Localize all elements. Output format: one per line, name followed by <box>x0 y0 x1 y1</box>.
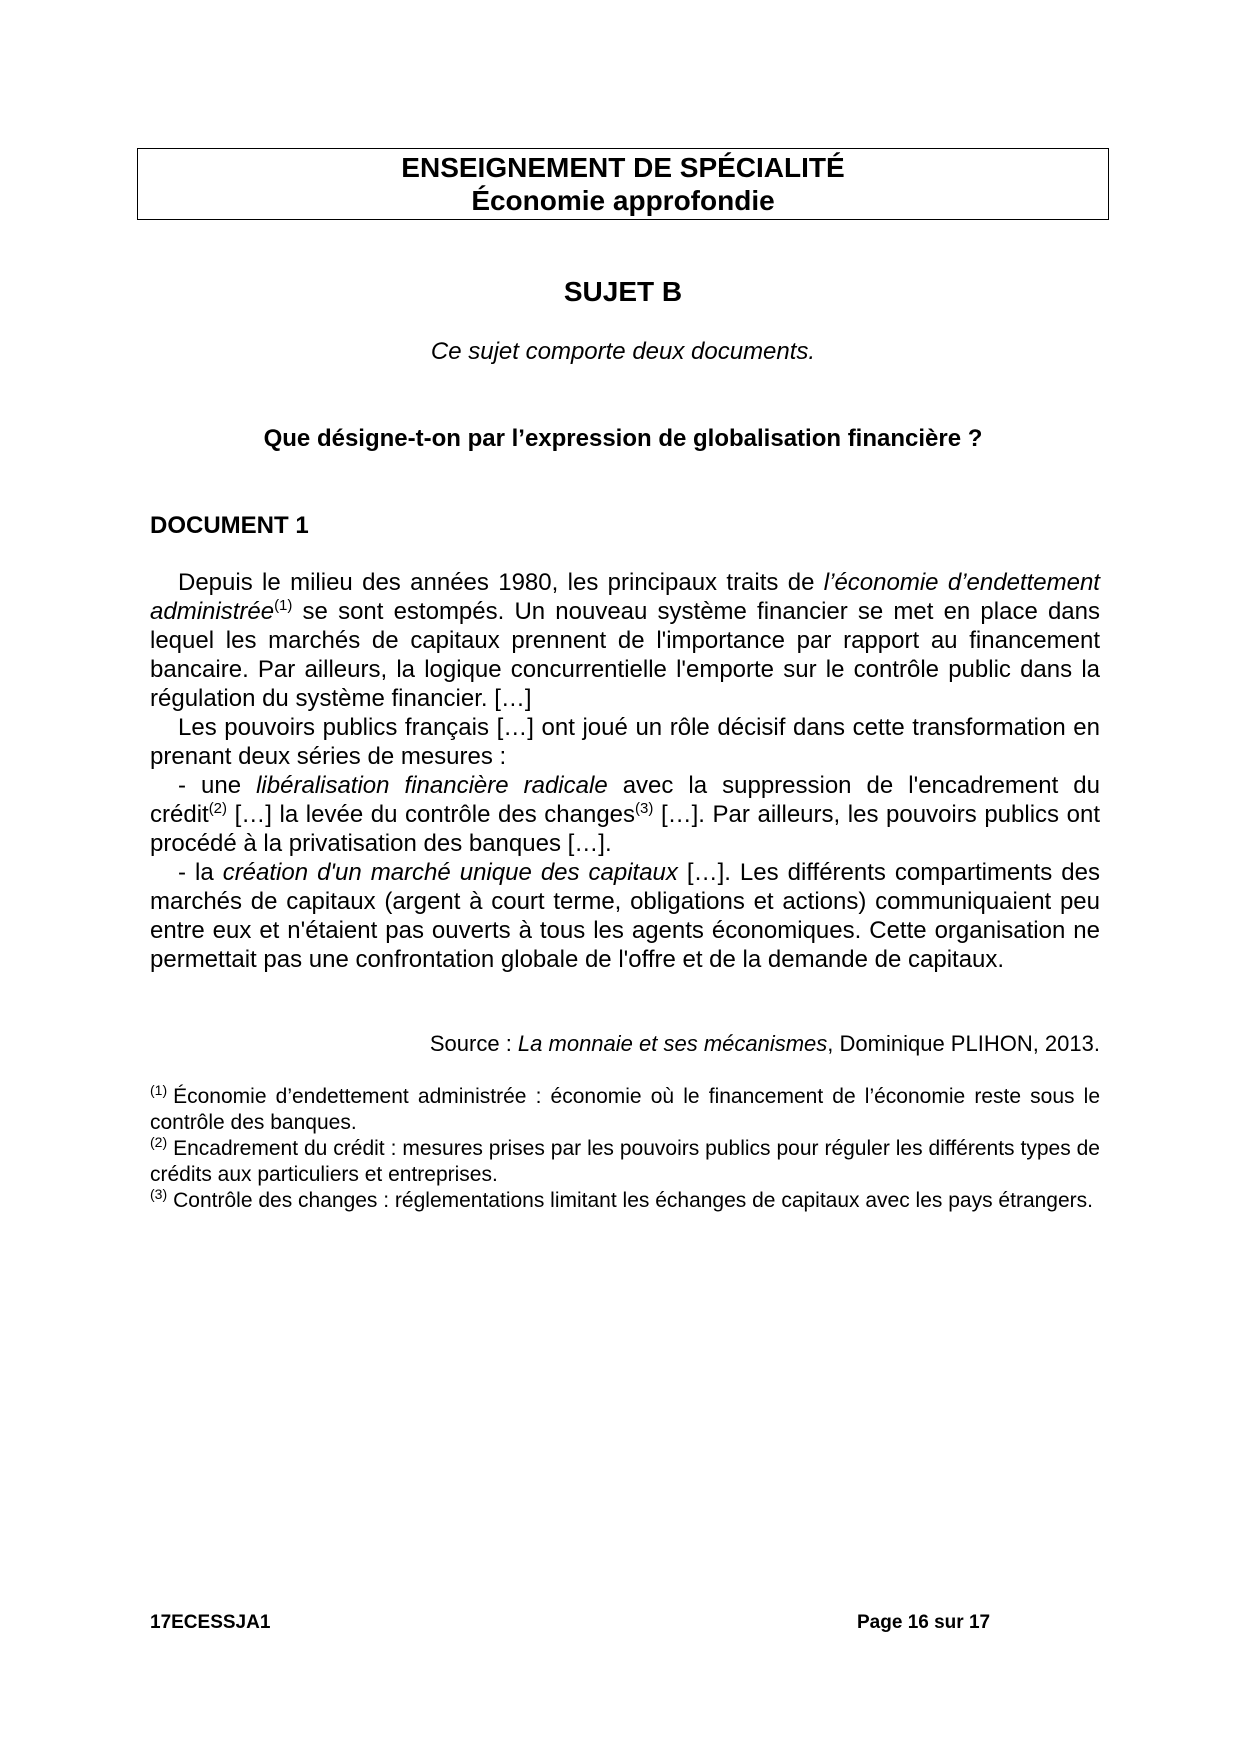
header-subtitle: Économie approfondie <box>471 185 775 216</box>
document-paragraph-3 <box>150 771 1100 858</box>
paragraph-text: se sont estompés. Un nouveau système financier se met en place dans lequel les marchés de capitaux prennent de l'importance par rapport au financement bancaire. Par ailleurs, la logique concurrentielle l'emporte sur le contrôle public dans la régulation du système financier. […] <box>150 598 1100 712</box>
paragraph-text: […]. Les différents compartiments des marchés de capitaux (argent à court terme, obligations et actions) communiquaient peu entre eux et n'étaient pas ouverts à tous les agents économiques. Cette organisation ne permettait pas une confrontation globale de l'offre et de la demande de capitaux. <box>150 859 1100 973</box>
header-box <box>137 148 1109 220</box>
footnote-text: Encadrement du crédit : mesures prises par les pouvoirs publics pour réguler les différents types de crédits aux particuliers et entreprises. <box>150 1137 1100 1186</box>
paragraph-emphasis: l’économie d’endettement administrée <box>150 569 1100 625</box>
footnote-mark: (3) <box>150 1186 168 1202</box>
paragraph-emphasis: libéralisation financière radicale <box>256 772 608 799</box>
paragraph-text: Depuis le milieu des années 1980, les principaux traits de <box>178 569 824 596</box>
paragraph-text: […]. Par ailleurs, les pouvoirs publics ont procédé à la privatisation des banques […]. <box>150 801 1100 857</box>
footer-page-number: Page 16 sur 17 <box>857 1612 991 1633</box>
footnote-ref: (2) <box>208 800 228 817</box>
document-body <box>150 568 1100 974</box>
paragraph-text: - une <box>178 772 257 799</box>
footnote-ref: (1) <box>274 597 293 614</box>
sujet-subtitle: Ce sujet comporte deux documents. <box>430 338 816 365</box>
footnote-2 <box>150 1136 1100 1188</box>
paragraph-text: avec la suppression de l'encadrement du crédit <box>150 772 1101 828</box>
document-source <box>150 1031 1100 1057</box>
sujet-question: Que désigne-t-on par l’expression de globalisation financière ? <box>263 425 983 452</box>
footer-code: 17ECESSJA1 <box>150 1612 271 1633</box>
source-suffix: , Dominique PLIHON, 2013. <box>827 1031 1100 1056</box>
document-heading: DOCUMENT 1 <box>150 512 309 539</box>
document-paragraph-1 <box>150 568 1100 713</box>
paragraph-emphasis: création d'un marché unique des capitaux <box>222 859 678 886</box>
source-prefix: Source : <box>429 1031 518 1056</box>
footnote-1 <box>150 1084 1100 1136</box>
sujet-title: SUJET B <box>563 276 683 307</box>
footnote-text: Contrôle des changes : réglementations limitant les échanges de capitaux avec les pays étrangers. <box>173 1189 1093 1212</box>
footnote-ref: (3) <box>635 800 654 817</box>
footnotes <box>150 1084 1100 1214</box>
footnote-mark: (2) <box>150 1134 168 1150</box>
document-paragraph-4 <box>150 858 1100 974</box>
header-title: ENSEIGNEMENT DE SPÉCIALITÉ <box>401 152 845 183</box>
document-paragraph-2: Les pouvoirs publics français […] ont joué un rôle décisif dans cette transformation en prenant deux séries de mesures : <box>150 714 1100 770</box>
footnote-mark: (1) <box>150 1082 168 1098</box>
paragraph-text: - la <box>178 859 223 886</box>
source-title: La monnaie et ses mécanismes <box>517 1031 828 1056</box>
footnote-text: Économie d’endettement administrée : économie où le financement de l’économie reste sous le contrôle des banques. <box>150 1085 1100 1134</box>
footnote-3 <box>150 1188 1100 1214</box>
paragraph-text: […] la levée du contrôle des changes <box>227 801 636 828</box>
